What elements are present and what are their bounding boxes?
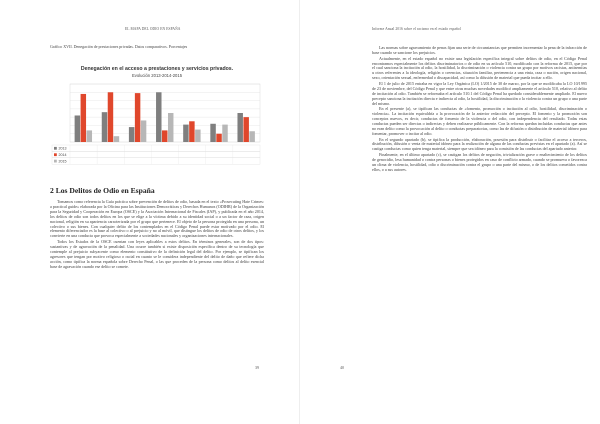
figure-caption: Gráfico XVII. Denegación de prestaciones privadas. Datos comparativos. Porcentajes [50, 44, 188, 49]
legend-label-2014: 2014 [58, 153, 67, 157]
bar-2014-B [108, 92, 113, 142]
chart-title: Denegación en el acceso a prestaciones y servicios privados. [80, 66, 234, 72]
right-page [300, 0, 600, 424]
legend-swatch-2015 [54, 160, 57, 163]
bar-2014-C [135, 93, 140, 142]
chart-legend-table [52, 145, 260, 164]
running-header-right: Informe Anual 2016 sobre el racismo en el estado español [372, 27, 461, 31]
bar-2015-F [222, 125, 227, 142]
bar-2015-E [195, 130, 200, 142]
bar-2013-A [75, 115, 80, 142]
paragraph: En el segundo apartado (b), se tipifica la producción, elaboración, posesión para distribuir o facilitar el acceso a terceros, distribución, difusión o venta de material idóneo para la realización de alguna de las conductas previstas en el apartado (a). Así se castiga conductas como quien tenga material, siempre que sea idóneo para la comisión de las conductas del apartado anterior. [372, 136, 587, 152]
legend-row [52, 145, 260, 151]
bar-2013-D [156, 92, 161, 142]
page-number-right: 40 [340, 365, 344, 370]
paragraph: El 1 de julio de 2015 entraba en vigor la Ley Orgánica (LO) 1/2015 de 30 de marzo, por la que se modificaba la LO 10/1995 de 23 de noviembre, del Código Penal y que entre otras muchas novedades modificó ampliamente el artículo 510, relativo al delito de incitación al odio. También se reformaba el artículo 510.1 del Código Penal ha quedado considerablemente ampliado. El nuevo precepto sanciona la incitación directa e indirecta al odio, la hostilidad, la discriminación o la violencia contra un grupo o una parte del mismo. [372, 80, 587, 106]
bar-2013-F [210, 124, 215, 142]
bar-chart [50, 60, 264, 170]
bar-2013-E [183, 125, 188, 142]
legend-row [52, 158, 260, 164]
legend-swatch-2014 [54, 153, 57, 156]
paragraph: Las normas sobre agravamiento de penas fijan una serie de circunstancias que permiten incrementar la pena de la infracción de base cuando se sancione los prejuicios. [372, 46, 587, 55]
chart-svg [50, 60, 264, 170]
bar-2015-D [168, 113, 173, 142]
legend-swatch-2013 [54, 147, 57, 150]
paragraph: Finalmente, en el último apartado (c), se castigan los delitos de negación, trivialización grave o enaltecimiento de los delitos de genocidio, lesa humanidad o contra personas o bienes protegidos en caso de conflicto armado, cuando se promueva o favorezca un clima de violencia, hostilidad, odio o discriminación contra el grupo o una parte del mismo, o de los delitos cometidos contra ellos, o a sus autores. [372, 152, 587, 172]
bar-2014-D [162, 130, 167, 142]
chart-subtitle: Evolución 2013-2014-2015 [131, 73, 183, 78]
paragraph: Todos los Estados de la OSCE cuentan con leyes aplicables a estos delitos. En términos generales, son de dos tipos: sustantivas y de agravación de la penalidad. Una ocurre también si existe disposición específica dentro de su tecnología que contemple al prejuicio subyacente como elemento constitutivo de la definición legal del delito. Por ejemplo, se tipifican los agresores que tengan por motivo religioso o racial en cuanto se le considera independiente del delito de daño que refiere dicha acción, como tipifica la norma española sobre Derecho Penal, o las que proceden de la persona como delitos al delito esencial base de agravación cuando ese delito se comete. [50, 239, 264, 269]
bar-2015-A [87, 130, 92, 142]
body-text-left [50, 200, 264, 356]
bar-2014-E [189, 121, 194, 142]
legend-label-2015: 2015 [58, 159, 67, 164]
body-text-right [372, 46, 587, 358]
bar-2014-G [243, 117, 248, 142]
bar-2015-G [249, 131, 254, 142]
section-heading: 2 Los Delitos de Odio en España [50, 186, 155, 195]
bar-2014-F [216, 134, 221, 142]
bar-2013-B [102, 112, 107, 142]
legend-label-2013: 2013 [58, 146, 67, 151]
paragraph: En el presente (a), se tipifican las conductas de «fomento, promoción o incitación al odio, hostilidad, discriminación o violencia». La incitación equivaldría a la provocación de la anterior redacción del precepto. El fomento y la promoción son conceptos nuevos, es decir, conductas de fomento de la violencia o del odio, con independencia del resultado. Todas estas conductas pueden ser directas o indirectas y deben realizarse públicamente. Con la reforma quedan incluidas conductas que antes no eran delito como la provocación al delito o conductas preparatorias, como las de difusión o distribución de material idóneo para fomentar, promover o incitar al odio. [372, 106, 587, 136]
legend-row [52, 151, 260, 157]
bar-2013-G [237, 113, 242, 142]
paragraph: Actualmente, en el estado español no existe una legislación específica integral sobre delitos de odio, en el Código Penal encontramos especialmente los delitos discriminatorios o de odio en su artículo 510, modificado con la reforma de 2015, que por el cual sanciona la incitación al odio, la hostilidad, la discriminación o violencia contra un grupo por motivos racistas, antisemitas u otros referentes a la ideología, religión o creencias, situación familiar, pertenencia a una etnia, raza o nación, origen nacional, sexo, orientación sexual, enfermedad o discapacidad, así como la difusión de material que pueda incitar a ello. [372, 55, 587, 81]
running-header-left: EL MAPA DEL ODIO EN ESPAÑA [125, 27, 181, 31]
bar-2015-C [141, 120, 146, 142]
page-number-left: 39 [255, 365, 259, 370]
paragraph: Tomamos como referencia la Guía práctica sobre prevención de delitos de odio, basada en el texto «Prosecuting Hate Crimes: a practical guide» elaborada por la Oficina para las Instituciones Democráticas y Derechos Humanos (ODIHR) de la Organización para la Seguridad y Cooperación en Europa (OSCE) y la Asociación Internacional de Fiscales (IAP), y publicada en el año 2014, los delitos de odio son todos delitos en los que se elige a la víctima debido a su identidad social o a un factor de raza, origen nacional, religión en su apariencia caracterizada por el grupo que pertenece. El objeto de la persona protegida en una persona, un colectivo o sus bienes. Con cualquier delito de los contemplados en el Código Penal puede estar motivado por el odio. El elemento diferenciador es la base al colectivo o al prejuicio y no al móvil, que distingue los delitos de odio de otros delitos, y los convierte en una conducta que provoca especialmente a sociedades nacionales y organizaciones internacionales. [50, 200, 264, 239]
bar-2013-C [129, 127, 134, 142]
bar-2014-A [81, 94, 86, 142]
bar-2015-B [114, 136, 119, 142]
